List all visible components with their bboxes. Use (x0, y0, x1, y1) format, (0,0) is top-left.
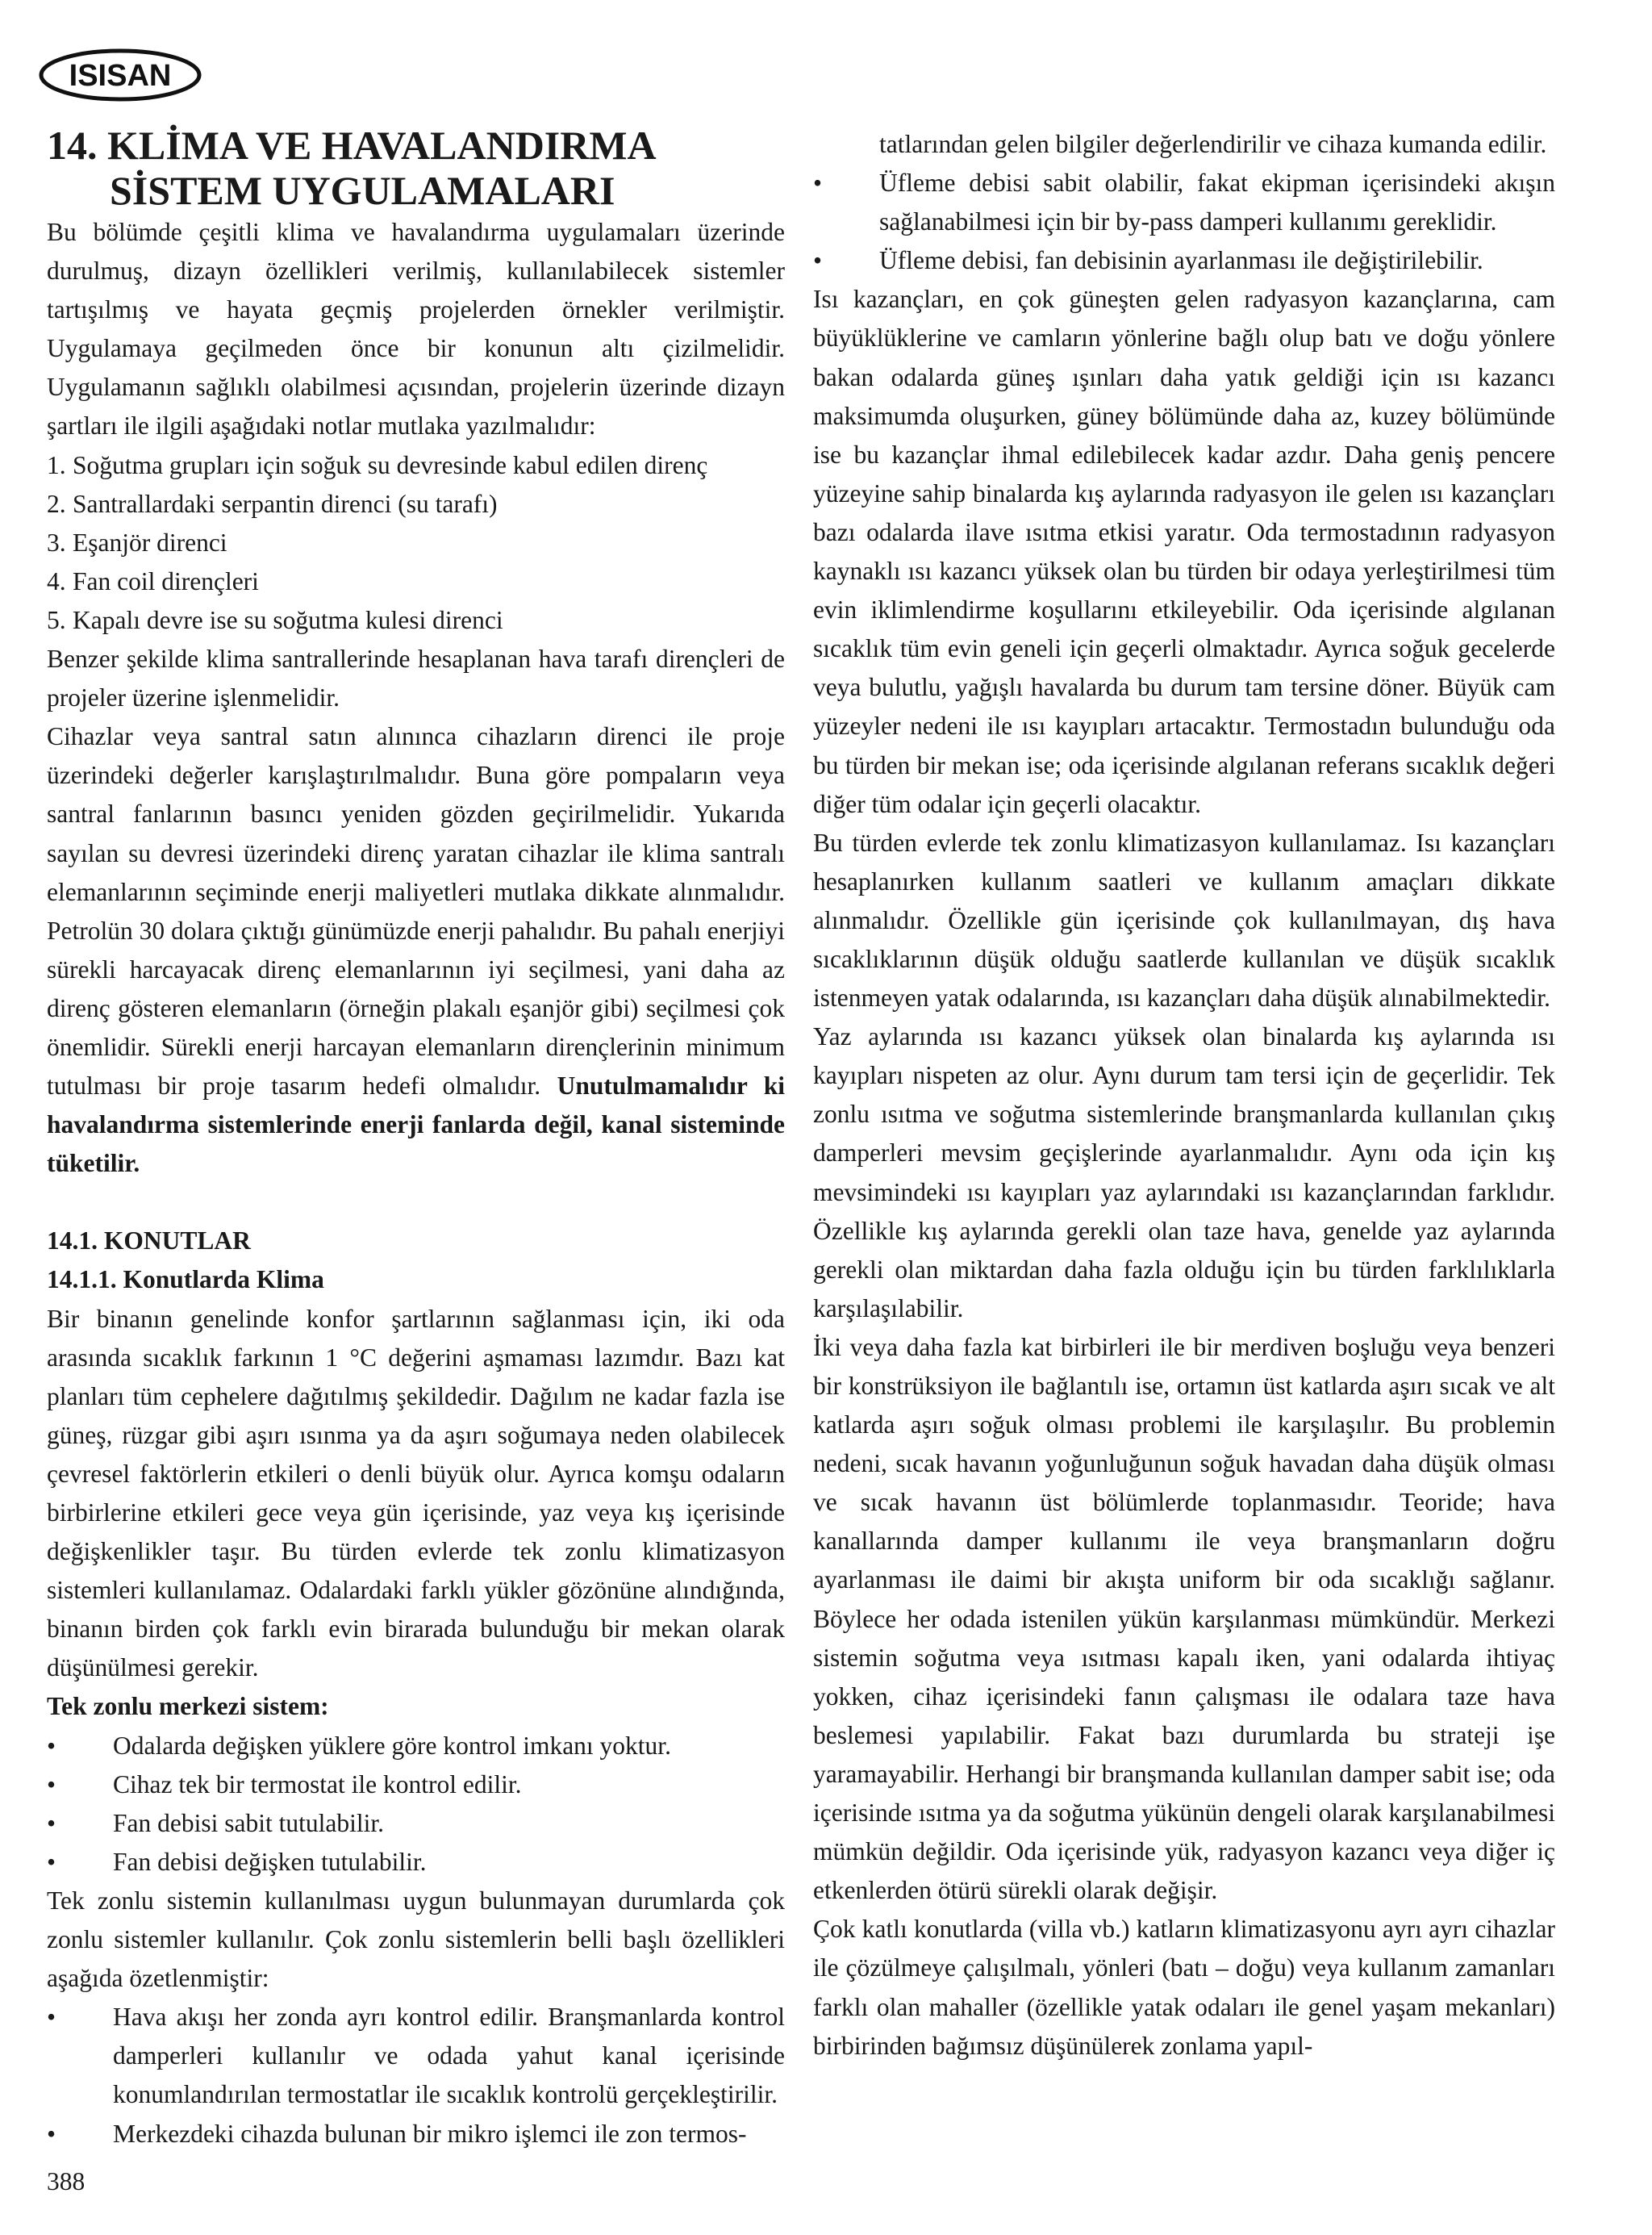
cok-zonlu-list (47, 1998, 785, 2153)
page-number: 388 (47, 2167, 86, 2195)
list-item: 3. Eşanjör direnci (47, 528, 227, 557)
paragraph: Benzer şekilde klima santrallerinde hesaplanan hava tarafı dirençleri de projeler üzerine işlenmelidir. (47, 645, 785, 712)
list-item: 1. Soğutma grupları için soğuk su devresinde kabul edilen direnç (47, 450, 708, 479)
list-item: • Üfleme debisi, fan debisinin ayarlanması ile değiştirilebilir. (813, 246, 1483, 275)
list-item: • Hava akışı her zonda ayrı kontrol edilir. Branşmanlarda kontrol damperleri kullanılır ve odada yahut kanal içerisinde konumlandırılan termostatlar ile sıcaklık kontrolü gerçekleştirilir. (47, 2003, 785, 2109)
list-item: 5. Kapalı devre ise su soğutma kulesi direnci (47, 605, 503, 634)
paragraph: Yaz aylarında ısı kazancı yüksek olan binalarda kış aylarında ısı kayıpları nispeten az olur. Aynı durum tam tersi için de geçerlidir. Tek zonlu ısıtma ve soğutma sistemlerinde branşmanlarda kullanılan çıkış damperleri mevsim geçişlerinde ayarlanmalıdır. Aynı oda için kış mevsimindeki ısı kayıpları yaz aylarındaki ısı kazançlarından farklıdır. Özellikle kış aylarında gerekli olan taze hava, genelde yaz aylarında gerekli olan miktardan daha fazla olduğu için bu türden farklılıklarla karşılaşılabilir. (813, 1022, 1555, 1322)
paragraph: Cihazlar veya santral satın alınınca cihazların direnci ile proje üzerindeki değerler karışlaştırılmalıdır. Buna göre pompaların veya santral fanlarının basıncı yeniden gözden geçirilmelidir. Yukarıda sayılan su devresi üzerindeki direnç yaratan cihazlar ile klima santralı elemanlarının seçiminde enerji maliyetleri mutlaka dikkate alınmalıdır. Petrolün 30 dolara çıktığı günümüzde enerji pahalıdır. Bu pahalı enerjiyi sürekli harcayacak direnç elemanlarının iyi seçilmesi, yani daha az direnç gösteren elemanların (örneğin plakalı eşanjör gibi) seçilmesi çok önemlidir. Sürekli enerji harcayan elemanların dirençlerinin minimum tutulması bir proje tasarım hedefi olmalıdır. Unutulmamalıdır ki havalandırma sistemlerinde enerji fanlarda değil, kanal sisteminde tüketilir. (47, 722, 786, 1178)
chapter-heading (47, 123, 785, 213)
list-item: • Merkezdeki cihazda bulunan bir mikro işlemci ile zon termos- (47, 2119, 747, 2148)
heading-line-1: 14. KLİMA VE HAVALANDIRMA (47, 123, 657, 168)
list-item: • Fan debisi sabit tutulabilir. (47, 1808, 384, 1837)
paragraph: Bu türden evlerde tek zonlu klimatizasyon kullanılamaz. Isı kazançları hesaplanırken kullanım saatleri ve kullanım amaçları dikkate alınmalıdır. Özellikle gün içerisinde çok kullanılmayan, dış hava sıcaklıklarının düşük olduğu saatlerde kullanılan ve düşük sıcaklık istenmeyen yatak odalarında, ısı kazançları daha düşük alınabilmektedir. (813, 828, 1555, 1013)
list-item: • Odalarda değişken yüklere göre kontrol imkanı yoktur. (47, 1731, 671, 1760)
logo-text: ISISAN (69, 59, 172, 93)
right-column (813, 125, 1555, 2066)
list-item: • Üfleme debisi sabit olabilir, fakat ekipman içerisindeki akışın sağlanabilmesi için bir by-pass damperi kullanımı gereklidir. (813, 169, 1555, 236)
paragraph: Çok katlı konutlarda (villa vb.) katların klimatizasyonu ayrı ayrı cihazlar ile çözülmeye çalışılmalı, yönleri (batı – doğu) veya kullanım zamanları farklı olan mahaller (özellikle yatak odaları ile genel yaşam mekanları) birbirinden bağımsız düşünülerek zonlama yapıl- (813, 1915, 1555, 2060)
list-item: 4. Fan coil dirençleri (47, 566, 259, 595)
right-bullet-list (813, 164, 1555, 280)
bullet-continuation: tatlarından gelen bilgiler değerlendirilir ve cihaza kumanda edilir. (879, 130, 1547, 158)
paragraph: Tek zonlu sistemin kullanılması uygun bulunmayan durumlarda çok zonlu sistemler kullanılır. Çok zonlu sistemlerin belli başlı özellikleri aşağıda özetlenmiştir: (47, 1886, 785, 1993)
paragraph: Bir binanın genelinde konfor şartlarının sağlanması için, iki oda arasında sıcaklık farkının 1 °C değerini aşmaması lazımdır. Bazı kat planları tüm cephelere dağıtılmış şekildedir. Dağılım ne kadar fazla ise güneş, rüzgar gibi aşırı ısınma ya da aşırı soğumaya neden olabilecek çevresel faktörlerin etkileri o denli büyük olur. Ayrıca komşu odaların birbirlerine etkileri gece veya gün içerisinde, yaz veya kış içerisinde değişkenlikler taşır. Bu türden evlerde tek zonlu klimatizasyon sistemleri kullanılamaz. Odalardaki farklı yükler gözönüne alındığında, binanın birden çok farklı evin birarada bulunduğu bir mekan olarak düşünülmesi gerekir. (47, 1304, 785, 1682)
isisan-logo (39, 48, 202, 102)
list-item: 2. Santrallardaki serpantin direnci (su tarafı) (47, 489, 498, 518)
tek-zonlu-list (47, 1727, 785, 1882)
section-heading: 14.1. KONUTLAR (47, 1226, 251, 1255)
left-column (47, 123, 785, 2154)
design-notes-list (47, 446, 785, 640)
list-item: • Cihaz tek bir termostat ile kontrol edilir. (47, 1769, 522, 1798)
tek-zonlu-heading: Tek zonlu merkezi sistem: (47, 1692, 329, 1721)
intro-paragraph: Bu bölümde çeşitli klima ve havalandırma uygulamaları üzerinde durulmuş, dizayn özellikleri verilmiş, kullanılabilecek sistemler tartışılmış ve hayata geçmiş projelerden örnekler verilmiştir. Uygulamaya geçilmeden önce bir konunun altı çizilmelidir. Uygulamanın sağlıklı olabilmesi açısından, projelerin üzerinde dizayn şartları ile ilgili aşağıdaki notlar mutlaka yazılmalıdır: (47, 218, 785, 441)
heading-line-2: SİSTEM UYGULAMALARI (110, 168, 615, 213)
paragraph: Isı kazançları, en çok güneşten gelen radyasyon kazançlarına, cam büyüklüklerine ve camların yönlerine bağlı olup batı ve doğu yönlere bakan odalarda güneş ışınları daha yatık geldiği için ısı kazancı maksimumda oluşurken, güney bölümünde daha az, kuzey bölümünde ise bu kazançlar ihmal edilebilecek kadar azdır. Daha geniş pencere yüzeyine sahip binalarda kış aylarında radyasyon ile gelen ısı kazançları bazı odalarda ilave ısıtma etkisi yaratır. Oda termostadının radyasyon kaynaklı ısı kazancı yüksek olan bu türden bir odaya yerleştirilmesi tüm evin iklimlendirme koşullarını etkileyebilir. Oda içerisinde algılanan sıcaklık tüm evin geneli için geçerli olmaktadır. Ayrıca soğuk gecelerde veya bulutlu, yağışlı havalarda bu durum tam tersine döner. Büyük cam yüzeyler nedeni ile ısı kayıpları artacaktır. Termostadın bulunduğu oda bu türden bir mekan ise; oda içerisinde algılanan referans sıcaklık değeri diğer tüm odalar için geçerli olacaktır. (813, 285, 1555, 818)
paragraph: İki veya daha fazla kat birbirleri ile bir merdiven boşluğu veya benzeri bir konstrüksiyon ile bağlantılı ise, ortamın üst katlarda aşırı sıcak ve alt katlarda aşırı soğuk olması problemi ile karşılaşılır. Bu problemin nedeni, sıcak havanın yoğunluğunun soğuk havadan daha düşük olması ve sıcak havanın üst bölümlerde toplanmasıdır. Teoride; hava kanallarında damper kullanımı ile veya branşmanların doğru ayarlanması ile daimi bir akışta uniform bir oda sıcaklığı sağlanır. Böylece her odada istenilen yükün karşılanması mümkündür. Merkezi sistemin soğutma veya ısıtması kapalı iken, yani odalarda ihtiyaç yokken, cihaz içerisindeki fanın çalışması ile odalara taze hava beslemesi yapılabilir. Fakat bazı durumlarda bu strateji işe yaramayabilir. Herhangi bir branşmanda kullanılan damper sabit ise; oda içerisinde ısıtma ya da soğutma yükünün dengeli olarak karşılanabilmesi mümkün değildir. Oda içerisinde yük, radyasyon kazancı veya diğer iç etkenlerden ötürü sürekli olarak değişir. (813, 1332, 1555, 1905)
subsection-heading: 14.1.1. Konutlarda Klima (47, 1265, 324, 1294)
bold-note: Unutulmamalıdır ki havalandırma sistemlerinde enerji fanlarda değil, kanal sisteminde tüketilir. (47, 1072, 786, 1178)
list-item: • Fan debisi değişken tutulabilir. (47, 1847, 427, 1876)
